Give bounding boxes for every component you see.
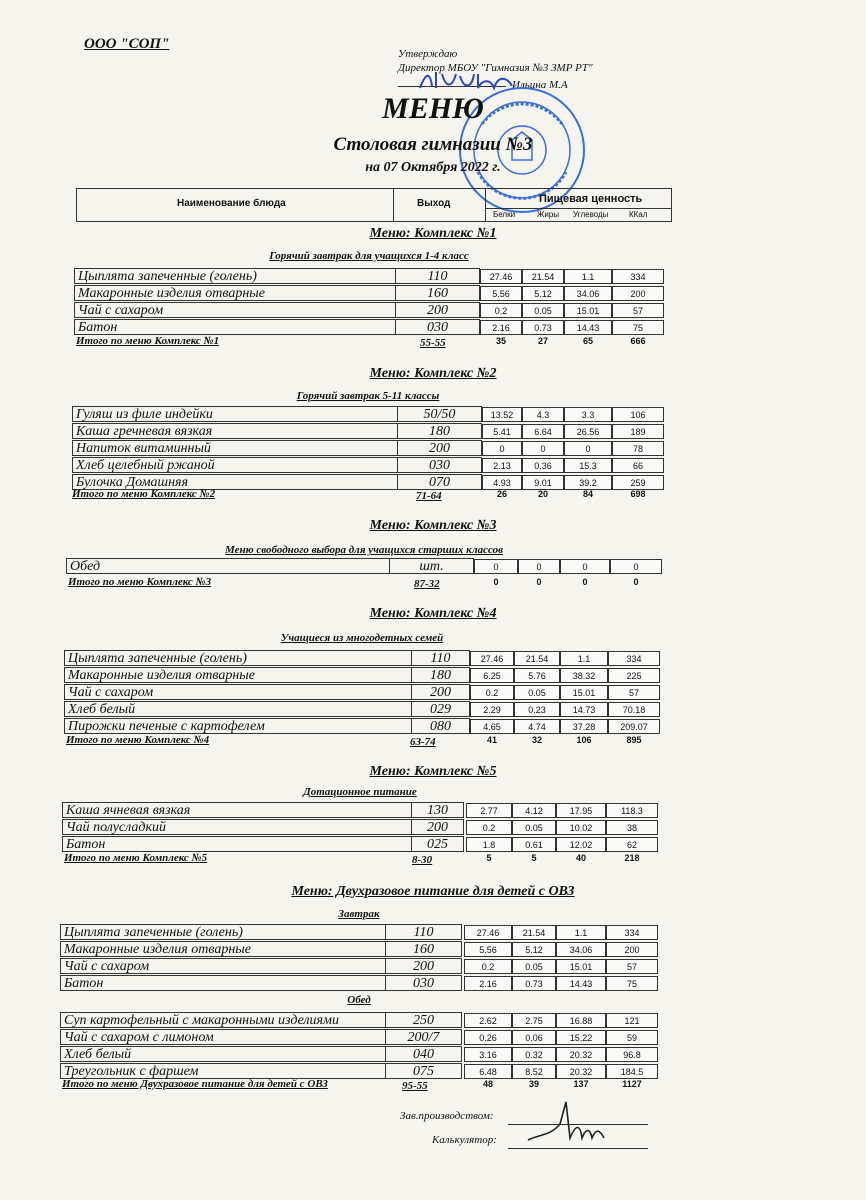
total-kcal: 1127	[622, 1079, 642, 1089]
dish-output: 200	[396, 302, 480, 318]
dish-name: Хлеб белый	[60, 1046, 386, 1062]
dish-carbs: 15.3	[564, 458, 612, 473]
table-header	[76, 188, 672, 222]
dish-output: 200	[412, 819, 464, 835]
header-nutrition: Пищевая ценность	[539, 193, 643, 205]
dish-output: 110	[386, 924, 462, 940]
dish-carbs: 14.73	[560, 702, 608, 717]
menu-row	[62, 819, 658, 836]
dish-name: Пирожки печеные с картофелем	[64, 718, 412, 734]
dish-fats: 0.05	[512, 820, 556, 835]
complex-subtitle-2: Обед	[347, 994, 371, 1006]
total-carbs: 137	[573, 1079, 589, 1089]
dish-fats: 6.64	[522, 424, 564, 439]
complex-title: Меню: Комплекс №2	[369, 366, 497, 381]
dish-kcal: 75	[606, 976, 658, 991]
dish-output: 029	[412, 701, 470, 717]
dish-carbs: 0	[564, 441, 612, 456]
dish-proteins: 27.46	[480, 269, 522, 284]
menu-row	[64, 667, 660, 684]
dish-name: Каша гречневая вязкая	[72, 423, 398, 439]
dish-output: 030	[398, 457, 482, 473]
dish-output: 110	[396, 268, 480, 284]
dish-carbs: 20.32	[556, 1047, 606, 1062]
dish-carbs: 3.3	[564, 407, 612, 422]
total-fats: 32	[531, 735, 542, 745]
dish-carbs: 1.1	[556, 925, 606, 940]
dish-proteins: 4.65	[470, 719, 514, 734]
total-label: Итого по меню Комплекс №4	[66, 734, 210, 746]
dish-carbs: 38.32	[560, 668, 608, 683]
complex-title: Меню: Комплекс №3	[369, 518, 497, 533]
dish-kcal: 78	[612, 441, 664, 456]
total-kcal: 666	[630, 336, 646, 346]
dish-output: 075	[386, 1063, 462, 1079]
total-kcal: 698	[630, 489, 646, 499]
dish-carbs: 20.32	[556, 1064, 606, 1079]
dish-proteins: 2.62	[464, 1013, 512, 1028]
dish-output: 50/50	[398, 406, 482, 422]
menu-row	[60, 941, 658, 958]
dish-proteins: 2.29	[470, 702, 514, 717]
dish-name: Чай с сахаром с лимоном	[60, 1029, 386, 1045]
dish-fats: 4.74	[514, 719, 560, 734]
menu-row	[64, 650, 660, 667]
dish-carbs: 16.88	[556, 1013, 606, 1028]
dish-output: 200/7	[386, 1029, 462, 1045]
menu-row	[74, 302, 664, 319]
dish-proteins: 27.46	[464, 925, 512, 940]
dish-fats: 0.73	[522, 320, 564, 335]
menu-row	[64, 684, 660, 701]
menu-row	[60, 924, 658, 941]
dish-kcal: 334	[612, 269, 664, 284]
total-carbs: 84	[582, 489, 593, 499]
dish-kcal: 0	[610, 559, 662, 574]
dish-kcal: 57	[608, 685, 660, 700]
dish-name: Чай с сахаром	[60, 958, 386, 974]
total-label: Итого по меню Комплекс №5	[64, 852, 208, 864]
menu-row	[74, 285, 664, 302]
dish-output: 080	[412, 718, 470, 734]
dish-fats: 2.75	[512, 1013, 556, 1028]
total-label: Итого по меню Комплекс №3	[68, 576, 212, 588]
dish-proteins: 6.25	[470, 668, 514, 683]
dish-output: 130	[412, 802, 464, 818]
dish-kcal: 200	[612, 286, 664, 301]
dish-output: 200	[398, 440, 482, 456]
dish-kcal: 38	[606, 820, 658, 835]
dish-kcal: 118.3	[606, 803, 658, 818]
header-proteins: Белки	[493, 210, 516, 219]
total-price: 55-55	[420, 337, 446, 349]
dish-name: Булочка Домашняя	[72, 474, 398, 490]
header-fats: Жиры	[537, 210, 560, 219]
company-name: ООО "СОП"	[84, 36, 170, 52]
dish-proteins: 2.16	[464, 976, 512, 991]
dish-proteins: 2.16	[480, 320, 522, 335]
total-price: 8-30	[412, 854, 433, 866]
total-price: 71-64	[416, 490, 442, 502]
dish-proteins: 0	[482, 441, 522, 456]
dish-fats: 9.01	[522, 475, 564, 490]
header-output: Выход	[417, 198, 451, 209]
dish-name: Гуляш из филе индейки	[72, 406, 398, 422]
total-proteins: 26	[496, 489, 507, 499]
dish-output: 025	[412, 836, 464, 852]
complex-subtitle: Горячий завтрак для учащихся 1-4 класс	[269, 250, 469, 262]
page-title: МЕНЮ	[382, 92, 484, 125]
dish-carbs: 39.2	[564, 475, 612, 490]
dish-proteins: 2.13	[482, 458, 522, 473]
dish-carbs: 10.02	[556, 820, 606, 835]
menu-row	[60, 958, 658, 975]
dish-proteins: 6.48	[464, 1064, 512, 1079]
dish-kcal: 121	[606, 1013, 658, 1028]
dish-carbs: 14.43	[564, 320, 612, 335]
menu-row	[60, 1012, 658, 1029]
dish-proteins: 0.26	[464, 1030, 512, 1045]
dish-name: Макаронные изделия отварные	[60, 941, 386, 957]
dish-kcal: 184.5	[606, 1064, 658, 1079]
dish-fats: 0.73	[512, 976, 556, 991]
total-fats: 39	[528, 1079, 539, 1089]
dish-name: Батон	[74, 319, 396, 335]
dish-fats: 0.05	[512, 959, 556, 974]
total-price: 63-74	[410, 736, 436, 748]
total-carbs: 40	[575, 853, 586, 863]
dish-name: Обед	[66, 558, 390, 574]
dish-kcal: 189	[612, 424, 664, 439]
dish-proteins: 5.41	[482, 424, 522, 439]
dish-proteins: 0.2	[464, 959, 512, 974]
dish-kcal: 225	[608, 668, 660, 683]
dish-output: 030	[386, 975, 462, 991]
dish-carbs: 1.1	[560, 651, 608, 666]
menu-row	[72, 457, 664, 474]
dish-output: 070	[398, 474, 482, 490]
total-carbs: 65	[582, 336, 593, 346]
complex-subtitle: Завтрак	[338, 908, 380, 920]
dish-name: Напиток витаминный	[72, 440, 398, 456]
menu-row	[66, 558, 662, 575]
dish-carbs: 15.01	[556, 959, 606, 974]
page-subtitle: Столовая гимназии №3	[333, 134, 533, 155]
dish-name: Макаронные изделия отварные	[74, 285, 396, 301]
dish-fats: 0.61	[512, 837, 556, 852]
menu-row	[64, 718, 660, 735]
dish-kcal: 259	[612, 475, 664, 490]
dish-fats: 4.12	[512, 803, 556, 818]
dish-kcal: 75	[612, 320, 664, 335]
total-carbs: 106	[576, 735, 592, 745]
menu-row	[60, 1029, 658, 1046]
dish-name: Чай полусладкий	[62, 819, 412, 835]
menu-row	[60, 1046, 658, 1063]
dish-proteins: 5.56	[480, 286, 522, 301]
dish-output: 160	[396, 285, 480, 301]
menu-row	[74, 268, 664, 285]
menu-row	[74, 319, 664, 336]
production-label: Зав.производством:	[400, 1110, 494, 1122]
dish-carbs: 0	[560, 559, 610, 574]
dish-kcal: 70.18	[608, 702, 660, 717]
dish-name: Чай с сахаром	[74, 302, 396, 318]
dish-carbs: 12.02	[556, 837, 606, 852]
dish-fats: 0.05	[522, 303, 564, 318]
dish-carbs: 15.01	[564, 303, 612, 318]
menu-row	[72, 440, 664, 457]
dish-name: Треугольник с фаршем	[60, 1063, 386, 1079]
dish-name: Батон	[62, 836, 412, 852]
header-carbs: Углеводы	[573, 210, 609, 219]
dish-fats: 5.12	[522, 286, 564, 301]
dish-carbs: 34.06	[556, 942, 606, 957]
header-dish: Наименование блюда	[177, 198, 286, 209]
dish-name: Батон	[60, 975, 386, 991]
dish-output: 160	[386, 941, 462, 957]
dish-name: Хлеб целебный ржаной	[72, 457, 398, 473]
total-price: 95-55	[402, 1080, 428, 1092]
total-label: Итого по меню Комплекс №2	[72, 488, 216, 500]
dish-kcal: 200	[606, 942, 658, 957]
dish-fats: 5.76	[514, 668, 560, 683]
dish-fats: 21.54	[514, 651, 560, 666]
dish-name: Суп картофельный с макаронными изделиями	[60, 1012, 386, 1028]
dish-kcal: 66	[612, 458, 664, 473]
total-fats: 5	[531, 853, 537, 863]
dish-fats: 21.54	[522, 269, 564, 284]
dish-fats: 4.3	[522, 407, 564, 422]
menu-row	[60, 975, 658, 992]
complex-title: Меню: Комплекс №1	[369, 226, 497, 241]
dish-proteins: 0	[474, 559, 518, 574]
total-proteins: 35	[495, 336, 506, 346]
dish-carbs: 14.43	[556, 976, 606, 991]
dish-fats: 0.06	[512, 1030, 556, 1045]
dish-kcal: 334	[608, 651, 660, 666]
dish-kcal: 209.07	[608, 719, 660, 734]
dish-carbs: 17.95	[556, 803, 606, 818]
total-proteins: 41	[486, 735, 497, 745]
dish-carbs: 15.01	[560, 685, 608, 700]
dish-output: 110	[412, 650, 470, 666]
dish-fats: 8.52	[512, 1064, 556, 1079]
dish-kcal: 334	[606, 925, 658, 940]
dish-fats: 0	[518, 559, 560, 574]
dish-fats: 5.12	[512, 942, 556, 957]
total-price: 87-32	[414, 578, 440, 590]
dish-name: Чай с сахаром	[64, 684, 412, 700]
complex-subtitle: Горячий завтрак 5-11 классы	[296, 390, 440, 402]
approval-line-3: Ильина М.А	[512, 79, 568, 91]
total-proteins: 0	[493, 577, 499, 587]
dish-carbs: 26.56	[564, 424, 612, 439]
dish-proteins: 0.2	[480, 303, 522, 318]
calculator-label: Калькулятор:	[432, 1134, 497, 1146]
dish-output: 250	[386, 1012, 462, 1028]
menu-row	[62, 836, 658, 853]
total-label: Итого по меню Двухразовое питание для детей с ОВЗ	[62, 1078, 328, 1090]
dish-name: Каша ячневая вязкая	[62, 802, 412, 818]
dish-output: 200	[412, 684, 470, 700]
header-kcal: ККал	[629, 210, 648, 219]
dish-kcal: 59	[606, 1030, 658, 1045]
dish-proteins: 1.8	[466, 837, 512, 852]
complex-subtitle: Меню свободного выбора для учащихся старших классов	[224, 544, 504, 556]
dish-carbs: 1.1	[564, 269, 612, 284]
dish-proteins: 27.46	[470, 651, 514, 666]
dish-fats: 0.32	[512, 1047, 556, 1062]
dish-name: Цыплята запеченные (голень)	[74, 268, 396, 284]
dish-fats: 21.54	[512, 925, 556, 940]
total-fats: 0	[536, 577, 542, 587]
complex-subtitle: Учащиеся из многодетных семей	[280, 632, 444, 644]
dish-kcal: 57	[612, 303, 664, 318]
complex-title: Меню: Двухразовое питание для детей с ОВЗ	[291, 884, 575, 899]
dish-kcal: 106	[612, 407, 664, 422]
total-kcal: 218	[624, 853, 640, 863]
menu-row	[72, 406, 664, 423]
dish-name: Цыплята запеченные (голень)	[64, 650, 412, 666]
dish-proteins: 5.56	[464, 942, 512, 957]
total-carbs: 0	[582, 577, 588, 587]
total-label: Итого по меню Комплекс №1	[76, 335, 220, 347]
menu-row	[72, 423, 664, 440]
menu-row	[64, 701, 660, 718]
dish-proteins: 0.2	[466, 820, 512, 835]
total-fats: 27	[537, 336, 548, 346]
approval-line-2: Директор МБОУ "Гимназия №3 ЗМР РТ"	[398, 62, 593, 74]
dish-proteins: 0.2	[470, 685, 514, 700]
complex-title: Меню: Комплекс №5	[369, 764, 497, 779]
dish-name: Хлеб белый	[64, 701, 412, 717]
dish-output: 040	[386, 1046, 462, 1062]
dish-kcal: 57	[606, 959, 658, 974]
total-proteins: 5	[486, 853, 492, 863]
dish-proteins: 4.93	[482, 475, 522, 490]
total-kcal: 0	[633, 577, 639, 587]
dish-fats: 0	[522, 441, 564, 456]
dish-name: Макаронные изделия отварные	[64, 667, 412, 683]
dish-carbs: 34.06	[564, 286, 612, 301]
dish-kcal: 62	[606, 837, 658, 852]
dish-carbs: 15.22	[556, 1030, 606, 1045]
dish-output: 200	[386, 958, 462, 974]
dish-kcal: 96.8	[606, 1047, 658, 1062]
dish-output: 030	[396, 319, 480, 335]
dish-fats: 0.05	[514, 685, 560, 700]
total-fats: 20	[537, 489, 548, 499]
dish-fats: 0.23	[514, 702, 560, 717]
dish-carbs: 37.28	[560, 719, 608, 734]
total-kcal: 895	[626, 735, 642, 745]
dish-name: Цыплята запеченные (голень)	[60, 924, 386, 940]
calculator-signature	[520, 1094, 610, 1154]
dish-proteins: 3.16	[464, 1047, 512, 1062]
menu-row	[62, 802, 658, 819]
complex-subtitle: Дотационное питание	[303, 786, 417, 798]
dish-output: 180	[412, 667, 470, 683]
complex-title: Меню: Комплекс №4	[369, 606, 497, 621]
menu-date: на 07 Октября 2022 г.	[365, 160, 501, 175]
approval-line-1: Утверждаю	[398, 48, 458, 60]
dish-fats: 0.36	[522, 458, 564, 473]
total-proteins: 48	[482, 1079, 493, 1089]
dish-proteins: 2.77	[466, 803, 512, 818]
dish-output: 180	[398, 423, 482, 439]
dish-output: шт.	[390, 558, 474, 574]
dish-proteins: 13.52	[482, 407, 522, 422]
